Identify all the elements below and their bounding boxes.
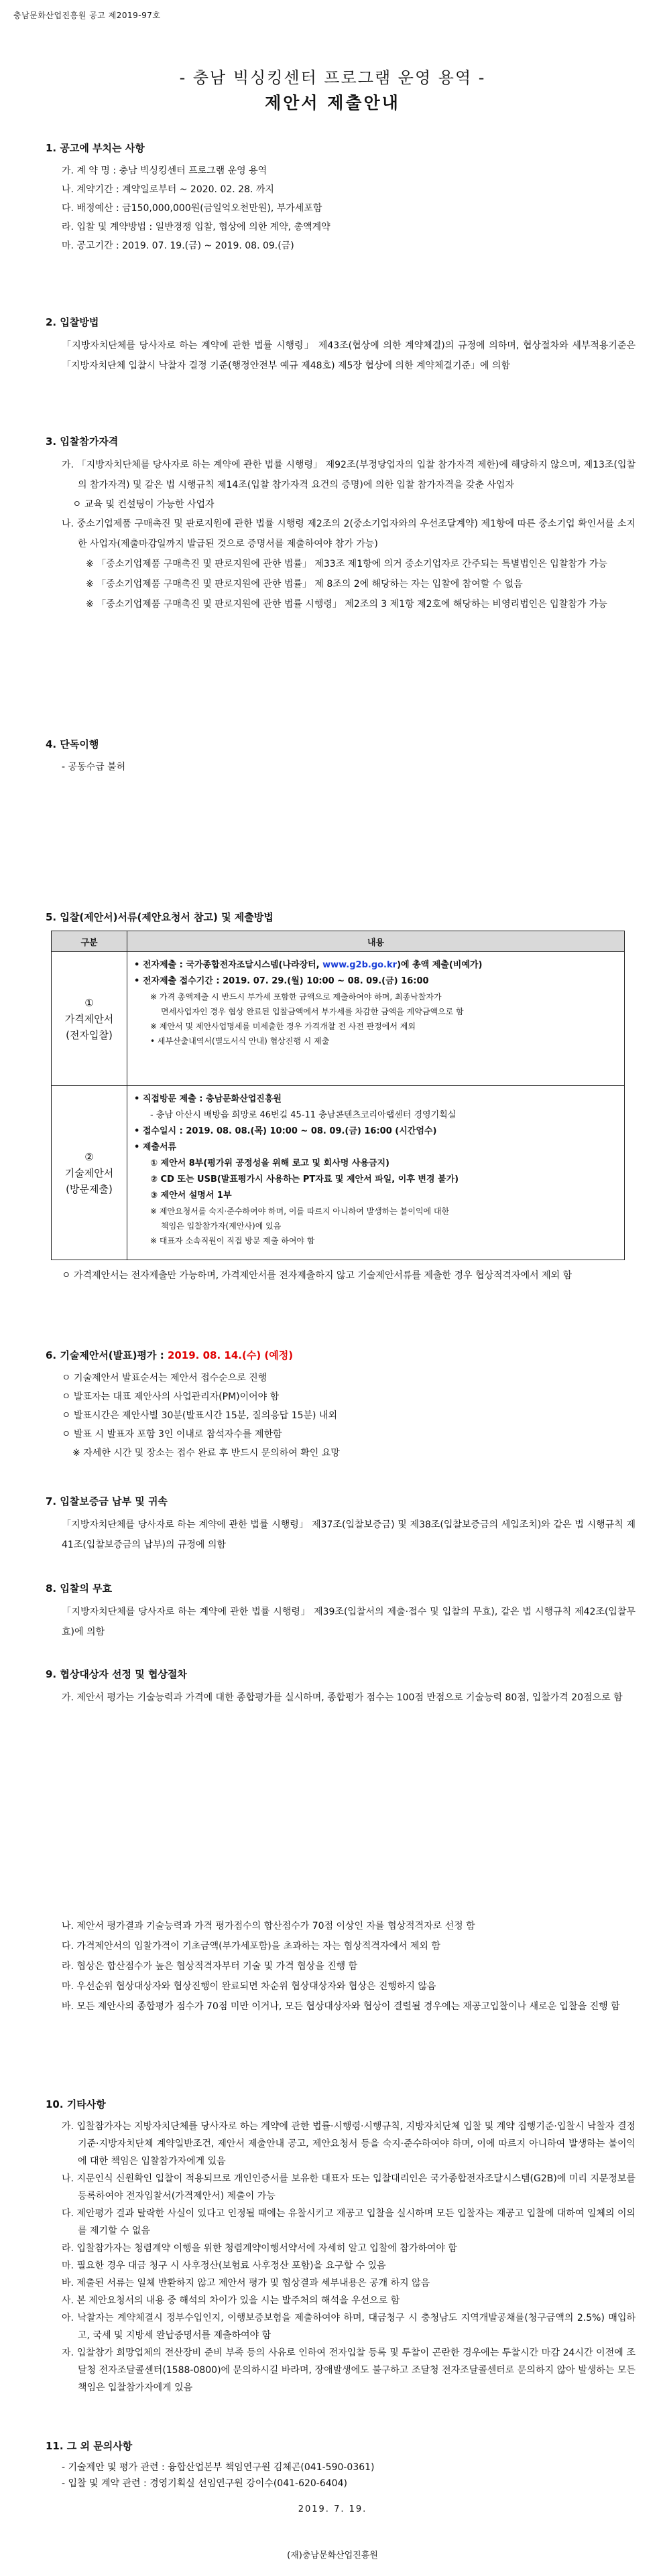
section-announcement bbox=[46, 141, 636, 255]
contract-name: 가. 계 약 명 : 충남 빅싱킹센터 프로그램 운영 용역 bbox=[62, 165, 267, 176]
negotiation-ga: 가. 제안서 평가는 기술능력과 가격에 대한 종합평가를 실시하며, 종합평가 점수는 100점 만점으로 기술능력 80점, 입찰가격 20점으로 함 bbox=[62, 1692, 623, 1703]
section-bid-method bbox=[46, 315, 636, 376]
row-category bbox=[52, 1086, 127, 1260]
text-part: )에 총액 제출(비예가) bbox=[397, 960, 483, 970]
other-item: 나. 지문인식 신원확인 입찰이 적용되므로 개인인증서를 보유한 대표자 또는 입찰대리인은 국가종합전자조달시스템(G2B)에 미리 지문정보를 등록하여야 전자입찰서(가격제안서) 제출이 가능 bbox=[62, 2173, 636, 2201]
receipt-time: • 접수일시 : 2019. 08. 08.(목) 10:00 ~ 08. 09.(금) 16:00 (시간엄수) bbox=[134, 1126, 437, 1136]
section-negotiation-cont bbox=[46, 1916, 636, 2017]
section-text: 「지방자치단체를 당사자로 하는 계약에 관한 법률 시행령」 제43조(협상에 의한 계약체결)의 규정에 의하며, 협상절차와 세부적용기준은 「지방자치단체 입찰시 낙찰자 결정 기준(행정안전부 예규 제48호) 제5장 협상에 의한 계약체결기준」에 의함 bbox=[62, 340, 636, 371]
section-other bbox=[46, 2097, 636, 2396]
category-sublabel: (전자입찰) bbox=[66, 1028, 113, 1041]
category-label: 가격제안서 bbox=[64, 1012, 114, 1025]
section-heading: 10. 기타사항 bbox=[46, 2098, 106, 2110]
electronic-submission bbox=[134, 957, 617, 973]
other-item: 마. 필요한 경우 대금 청구 시 사후정산(보험료 사후정산 포함)을 요구할 수 있음 bbox=[62, 2260, 386, 2271]
evaluation-date: 2019. 08. 14.(수) (예정) bbox=[167, 1349, 294, 1361]
notice-number: 충남문화산업진흥원 공고 제2019-97호 bbox=[13, 11, 161, 20]
project-title: - 충남 빅싱킹센터 프로그램 운영 용역 - bbox=[179, 68, 486, 87]
table-row bbox=[52, 952, 625, 1086]
section-text: 「지방자치단체를 당사자로 하는 계약에 관한 법률 시행령」 제39조(입찰서의 제출·접수 및 입찰의 무효), 같은 법 시행규칙 제42조(입찰무효)에 의함 bbox=[62, 1607, 636, 1637]
submission-table bbox=[51, 931, 625, 1260]
negotiation-item: 다. 가격제안서의 입찰가격이 기초금액(부가세포함)을 초과하는 자는 협상적격자에서 제외 함 bbox=[62, 1941, 440, 1952]
evaluation-item: ㅇ 발표 시 발표자 포함 3인 이내로 참석자수를 제한함 bbox=[62, 1429, 282, 1440]
other-item: 가. 입찰참가자는 지방자치단체를 당사자로 하는 계약에 관한 법률·시행령·시행규칙, 지방자치단체 입찰 및 계약 집행기준·입찰시 낙찰자 결정기준·지방자치단체 계약일반조건, 제안서 제출안내 공고, 제안요청서 등을 숙지·준수하여야 하며, 이에 따르지 아니하여 발생하는 불이익에 대한 책임은 입찰참가자에게 있음 bbox=[62, 2121, 636, 2167]
other-item: 아. 낙찰자는 계약체결시 정부수입인지, 이행보증보험을 제출하여야 하며, 대금청구 시 충청남도 지역개발공채를(청구금액의 2.5%) 매입하고, 국세 및 지방세 완납증명서를 제출하여야 함 bbox=[62, 2313, 636, 2341]
negotiation-item: 바. 모든 제안사의 종합평가 점수가 70점 미만 이거나, 모든 협상대상자와 협상이 결렬될 경우에는 재공고입찰이나 새로운 입찰을 진행 함 bbox=[62, 2001, 620, 2012]
section-evaluation bbox=[46, 1348, 636, 1463]
note-line: ※ 대표자 소속직원이 직접 방문 제출 하여야 함 bbox=[150, 1236, 315, 1245]
section-heading: 9. 협상대상자 선정 및 협상절차 bbox=[46, 1668, 187, 1680]
bid-method: 라. 입찰 및 계약방법 : 일반경쟁 입찰, 협상에 의한 계약, 총액계약 bbox=[62, 222, 330, 232]
contract-period: 나. 계약기간 : 계약일로부터 ~ 2020. 02. 28. 까지 bbox=[62, 184, 274, 195]
text-part: • 전자제출 : 국가종합전자조달시스템(나라장터, bbox=[134, 960, 323, 970]
section-bid-bond bbox=[46, 1494, 636, 1555]
announcement-period: 마. 공고기간 : 2019. 07. 19.(금) ~ 2019. 08. 09.(금) bbox=[62, 241, 294, 251]
document-item: ③ 제안서 설명서 1부 bbox=[150, 1191, 232, 1201]
other-item: 라. 입찰참가자는 청렴계약 이행을 위한 청렴계약이행서약서에 자세히 알고 입찰에 참가하여야 함 bbox=[62, 2243, 457, 2254]
category-sublabel: (방문제출) bbox=[66, 1182, 113, 1195]
other-item: 자. 입찰참가 희망업체의 전산장비 준비 부족 등의 사유로 인하여 전자입찰 등록 및 투찰이 곤란한 경우에는 투찰시간 마감 24시간 이전에 조달청 전자조달콜센터(1588-0800)에 문의하시길 바라며, 장애발생에도 불구하고 조달청 전자조달콜센터로 문의하지 않아 발생하는 모든 책임은 입찰참가자에게 있음 bbox=[62, 2348, 636, 2393]
visit-submission: • 직접방문 제출 : 충남문화산업진흥원 bbox=[134, 1094, 282, 1104]
qualification-note: ※ 「중소기업제품 구매촉진 및 판로지원에 관한 법률 시행령」 제2조의 3 제1항 제2호에 해당하는 비영리법인은 입찰참가 가능 bbox=[86, 599, 607, 610]
inquiry-item: - 기술제안 및 평가 관련 : 융합산업본부 책임연구원 김체곤(041-590-0361) bbox=[62, 2462, 375, 2473]
category-number: ① bbox=[84, 996, 94, 1009]
section-heading: 7. 입찰보증금 납부 및 귀속 bbox=[46, 1495, 168, 1507]
section-heading: 1. 공고에 부치는 사항 bbox=[46, 142, 145, 154]
section-negotiation bbox=[46, 1667, 636, 1708]
category-number: ② bbox=[84, 1150, 94, 1163]
section-text: - 공동수급 불허 bbox=[62, 762, 126, 772]
documents-label: • 제출서류 bbox=[134, 1142, 177, 1152]
section-bid-invalid bbox=[46, 1581, 636, 1642]
section-heading: 3. 입찰참가자격 bbox=[46, 435, 119, 448]
note-line: • 세부산출내역서(별도서식 안내) 협상진행 시 제출 bbox=[150, 1036, 330, 1046]
qualification-na: 나. 중소기업제품 구매촉진 및 판로지원에 관한 법률 시행령 제2조의 2(중소기업자와의 우선조달계약) 제1항에 따른 중소기업 확인서를 소지한 사업자(제출마감일까지 발급된 것으로 증명서를 제출하여야 참가 가능) bbox=[62, 519, 636, 549]
column-header: 내용 bbox=[127, 931, 625, 952]
evaluation-item: ㅇ 발표시간은 제안사별 30분(발표시간 15분, 질의응답 15분) 내외 bbox=[62, 1410, 338, 1421]
document-title: 제안서 제출안내 bbox=[265, 93, 400, 113]
inquiry-item: - 입찰 및 계약 관련 : 경영기획실 선임연구원 강이수(041-620-6404) bbox=[62, 2478, 347, 2489]
negotiation-item: 마. 우선순위 협상대상자와 협상진행이 완료되면 차순위 협상대상자와 협상은 진행하지 않음 bbox=[62, 1981, 436, 1992]
section-heading: 11. 그 외 문의사항 bbox=[46, 2440, 133, 2452]
evaluation-note: ※ 자세한 시간 및 장소는 접수 완료 후 반드시 문의하여 확인 요망 bbox=[72, 1448, 340, 1459]
price-proposal-note: ㅇ 가격제안서는 전자제출만 가능하며, 가격제안서를 전자제출하지 않고 기술제안서류를 제출한 경우 협상적격자에서 제외 함 bbox=[62, 1270, 572, 1281]
column-header: 구분 bbox=[52, 931, 127, 952]
section-heading: 4. 단독이행 bbox=[46, 738, 99, 750]
address: - 충남 아산시 배방읍 희망로 46번길 45-11 충남콘텐츠코리아랩센터 경영기획실 bbox=[150, 1110, 457, 1120]
budget: 다. 배정예산 : 금150,000,000원(금일억오천만원), 부가세포함 bbox=[62, 203, 322, 214]
negotiation-item: 라. 협상은 합산점수가 높은 협상적격자부터 기술 및 가격 협상을 진행 함 bbox=[62, 1961, 358, 1972]
negotiation-item: 나. 제안서 평가결과 기술능력과 가격 평가점수의 합산점수가 70점 이상인 자를 협상적격자로 선정 함 bbox=[62, 1921, 475, 1931]
table-row bbox=[52, 1086, 625, 1260]
issuing-organization: (재)충남문화산업진흥원 bbox=[287, 2551, 378, 2561]
note-line: ※ 제안서 및 제안사업명세를 미제출한 경우 가격개찰 전 사전 판정에서 제외 bbox=[150, 1022, 416, 1031]
other-item: 사. 본 제안요청서의 내용 중 해석의 차이가 있을 시는 발주처의 해석을 우선으로 함 bbox=[62, 2295, 400, 2306]
section-submission bbox=[46, 910, 636, 1286]
note-line: 책임은 입찰참가자(제안사)에 있음 bbox=[161, 1221, 282, 1231]
g2b-link[interactable]: www.g2b.go.kr bbox=[322, 960, 398, 970]
document-date: 2019. 7. 19. bbox=[298, 2504, 367, 2514]
section-heading: 2. 입찰방법 bbox=[46, 316, 99, 328]
qualification-ga: 가. 「지방자치단체를 당사자로 하는 계약에 관한 법률 시행령」 제92조(부정당업자의 입찰 참가자격 제한)에 해당하지 않으며, 제13조(입찰의 참가자격) 및 같은 법 시행규칙 제14조(입찰 참가자격 요건의 증명)에 의한 입찰 참가자격을 갖춘 사업자 bbox=[62, 460, 636, 490]
section-sole-performance bbox=[46, 737, 636, 776]
category-label: 기술제안서 bbox=[64, 1166, 114, 1179]
section-inquiries bbox=[46, 2439, 636, 2492]
other-item: 다. 제안평가 결과 탈락한 사실이 있다고 인정될 때에는 유찰시키고 재공고 입찰을 실시하며 모든 입찰자는 재공고 입찰에 대하여 일체의 이의를 제기할 수 없음 bbox=[62, 2208, 636, 2236]
row-category bbox=[52, 952, 127, 1086]
section-heading: 8. 입찰의 무효 bbox=[46, 1582, 113, 1595]
qualification-note: ※ 「중소기업제품 구매촉진 및 판로지원에 관한 법률」 제33조 제1항에 의거 중소기업자로 간주되는 특별법인은 입찰참가 가능 bbox=[86, 559, 607, 569]
document-item: ① 제안서 8부(평가위 공정성을 위해 로고 및 회사명 사용금지) bbox=[150, 1158, 389, 1168]
section-qualification bbox=[46, 434, 636, 614]
section-text: 「지방자치단체를 당사자로 하는 계약에 관한 법률 시행령」 제37조(입찰보증금) 및 제38조(입찰보증금의 세입조치)와 같은 법 시행규칙 제41조(입찰보증금의 납부)의 규정에 의함 bbox=[62, 1519, 636, 1550]
row-content bbox=[127, 952, 625, 1086]
submission-period: • 전자제출 접수기간 : 2019. 07. 29.(월) 10:00 ~ 08. 09.(금) 16:00 bbox=[134, 976, 429, 986]
evaluation-item: ㅇ 발표자는 대표 제안사의 사업관리자(PM)이어야 함 bbox=[62, 1392, 280, 1402]
section-heading bbox=[46, 1348, 636, 1362]
section-heading: 5. 입찰(제안서)서류(제안요청서 참고) 및 제출방법 bbox=[46, 911, 274, 923]
note-line: ※ 가격 총액제출 시 반드시 부가세 포함한 금액으로 제출하여야 하며, 최종낙찰자가 bbox=[150, 992, 442, 1002]
note-line: ※ 제안요청서를 숙지·준수하여야 하며, 이를 따르지 아니하여 발생하는 불이익에 대한 bbox=[150, 1207, 450, 1216]
evaluation-item: ㅇ 기술제안서 발표순서는 제안서 접수순으로 진행 bbox=[62, 1373, 267, 1383]
other-item: 바. 제출된 서류는 일체 반환하지 않고 제안서 평가 및 협상결과 세부내용은 공개 하지 않음 bbox=[62, 2278, 430, 2289]
heading-text: 6. 기술제안서(발표)평가 : bbox=[46, 1349, 168, 1361]
qualification-note: ※ 「중소기업제품 구매촉진 및 판로지원에 관한 법률」 제 8조의 2에 해당하는 자는 입찰에 참여할 수 없음 bbox=[86, 579, 523, 590]
note-line: 면세사업자인 경우 협상 완료된 입찰금액에서 부가세를 차감한 금액을 계약금액으로 함 bbox=[161, 1007, 464, 1016]
qualification-ga-note: ㅇ 교육 및 컨설팅이 가능한 사업자 bbox=[72, 499, 215, 510]
document-item: ② CD 또는 USB(발표평가시 사용하는 PT자료 및 제안서 파일, 이후 변경 불가) bbox=[150, 1174, 459, 1184]
row-content bbox=[127, 1086, 625, 1260]
table-header-row bbox=[52, 931, 625, 952]
